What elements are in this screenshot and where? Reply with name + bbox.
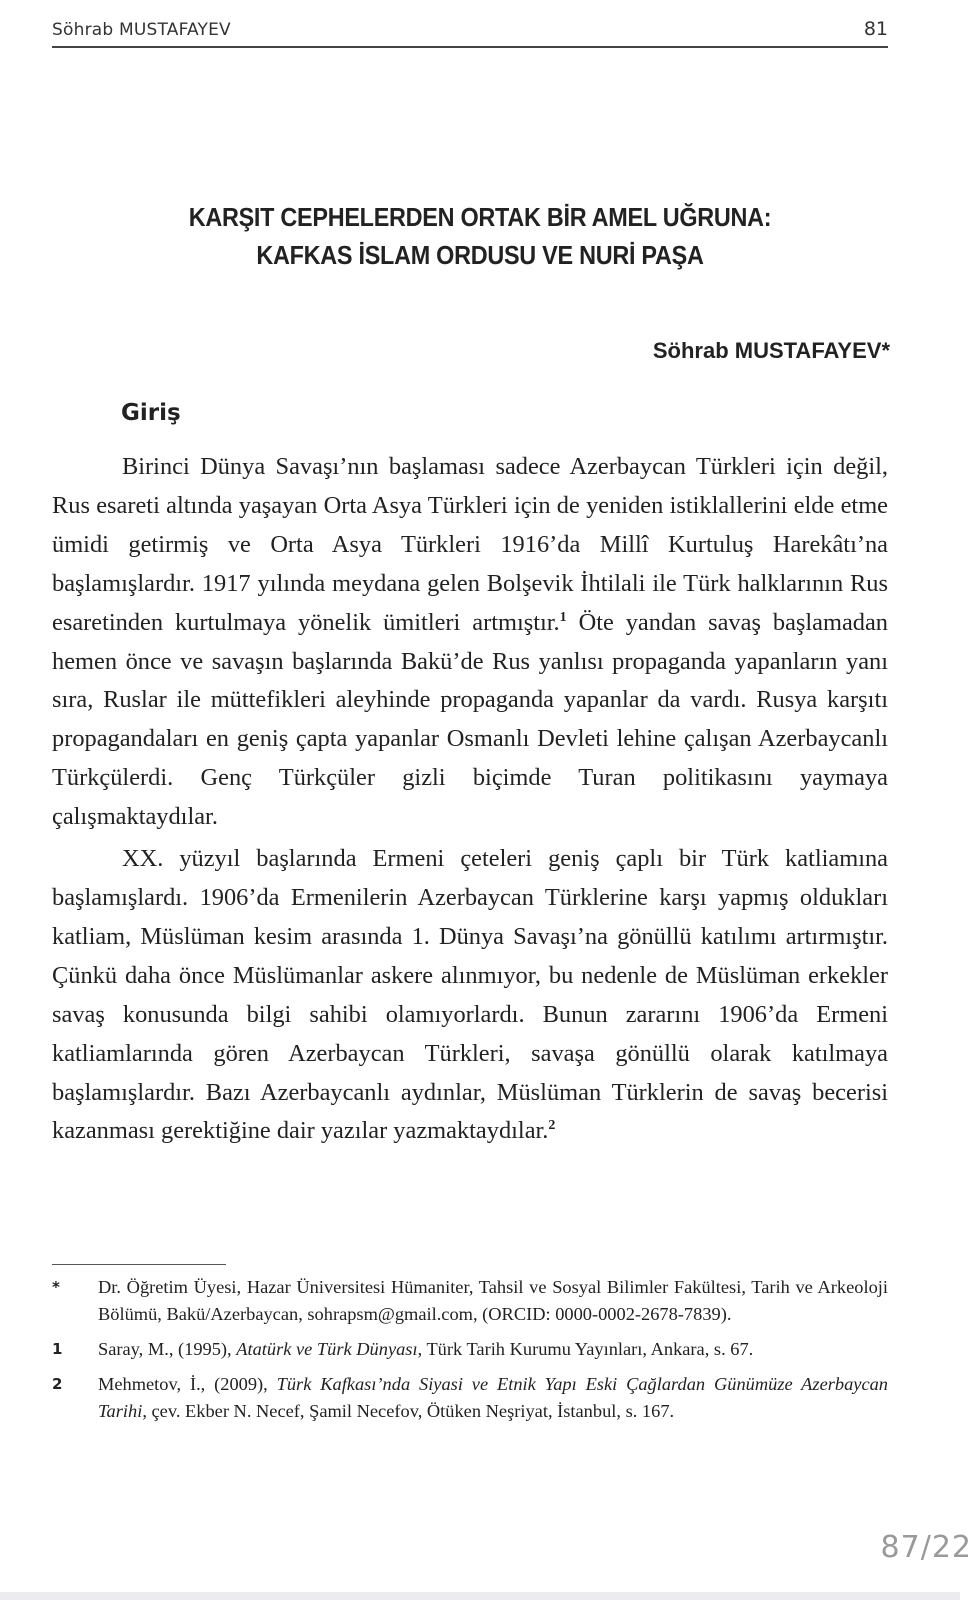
footnote-item xyxy=(52,1274,888,1328)
article-title-line-2: KAFKAS İSLAM ORDUSU VE NURİ PAŞA xyxy=(256,240,704,270)
footnote-marker: 1 xyxy=(52,1340,63,1358)
section-heading: Giriş xyxy=(121,400,181,426)
footnote-text: Mehmetov, İ., (2009), xyxy=(98,1374,277,1394)
footnote-marker: * xyxy=(52,1278,60,1296)
footnote-reference[interactable]: 1 xyxy=(559,609,567,625)
paragraph xyxy=(52,840,888,1151)
paragraph-text: Birinci Dünya Savaşı’nın başlaması sadece Azerbaycan Türkleri için değil, Rus esareti altında yaşayan Orta Asya Türkleri için de yeniden istiklallerini elde etme ümidi getirmiş ve Orta Asya Türkleri 1916’da Millî Kurtuluş Harekâtı’na başlamışlardır. 1917 yılında meydana gelen Bolşevik İhtilali ile Türk halklarının Rus esaretinden kurtulmaya yönelik ümitleri artmıştır. xyxy=(52,453,888,636)
footnote-book-title: Atatürk ve Türk Dünyası xyxy=(236,1339,418,1359)
paragraph-text: XX. yüzyıl başlarında Ermeni çeteleri geniş çaplı bir Türk katliamına başlamışlardı. 1906’da Ermenilerin Azerbaycan Türklerine karşı yapmış oldukları katliam, Müslüman kesim arasında 1. Dünya Savaşı’na gönüllü katılımı artırmıştır. Çünkü daha önce Müslümanlar askere alınmıyor, bu nedenle de Müslüman erkekler savaş konusunda bilgi sahibi olamıyorlardı. Bunun zararını 1906’da Ermeni katliamlarında gören Azerbaycan Türkleri, savaşa gönüllü olarak katılmaya başlamışlardır. Bazı Azerbaycanlı aydınlar, Müslüman Türklerin de savaş becerisi kazanması gerektiğine dair yazılar yazmaktaydılar. xyxy=(52,845,888,1145)
article-title-line-1: KARŞIT CEPHELERDEN ORTAK BİR AMEL UĞRUNA: xyxy=(188,202,772,232)
footnote-text: Dr. Öğretim Üyesi, Hazar Üniversitesi Hümaniter, Tahsil ve Sosyal Bilimler Fakültesi, Tarih ve Arkeoloji Bölümü, Bakü/Azerbaycan, sohrapsm@gmail.com, (ORCID: 0000-0002-2678-7839). xyxy=(98,1277,888,1324)
footnote-reference[interactable]: 2 xyxy=(548,1118,556,1134)
footnote-item xyxy=(52,1336,888,1363)
body-text xyxy=(52,448,888,1154)
article-byline: Söhrab MUSTAFAYEV* xyxy=(652,338,890,363)
footnote-text: Saray, M., (1995), xyxy=(98,1339,237,1359)
footnotes xyxy=(52,1274,888,1433)
header-page-number: 81 xyxy=(863,18,888,40)
footnote-text: , Türk Tarih Kurumu Yayınları, Ankara, s. 67. xyxy=(417,1339,754,1359)
running-header xyxy=(52,18,888,48)
viewer-page-indicator: 87/22 xyxy=(880,1530,972,1565)
footnote-item xyxy=(52,1371,888,1425)
article-title xyxy=(120,198,840,274)
footnote-divider xyxy=(52,1264,226,1265)
footnote-book-title: Türk Kafkası’nda Siyasi ve Etnik Yapı Eski Çağlardan Günümüze Azerbaycan Tarihi xyxy=(98,1374,888,1421)
header-author: Söhrab MUSTAFAYEV xyxy=(52,20,231,40)
paragraph xyxy=(52,448,888,837)
footnote-text: , çev. Ekber N. Necef, Şamil Necefov, Ötüken Neşriyat, İstanbul, s. 167. xyxy=(142,1401,675,1421)
footnote-marker: 2 xyxy=(52,1375,63,1393)
viewer-bottom-bar xyxy=(0,1592,960,1600)
paragraph-text: Öte yandan savaş başlamadan hemen önce ve savaşın başlarında Bakü’de Rus yanlısı propaganda yapanların yanı sıra, Ruslar ile müttefikleri aleyhinde propaganda yapanlar da vardı. Rusya karşıtı propagandaları en geniş çapta yapanlar Osmanlı Devleti lehine çalışan Azerbaycanlı Türkçülerdi. Genç Türkçüler gizli biçimde Turan politikasını yaymaya çalışmaktaydılar. xyxy=(52,608,888,831)
